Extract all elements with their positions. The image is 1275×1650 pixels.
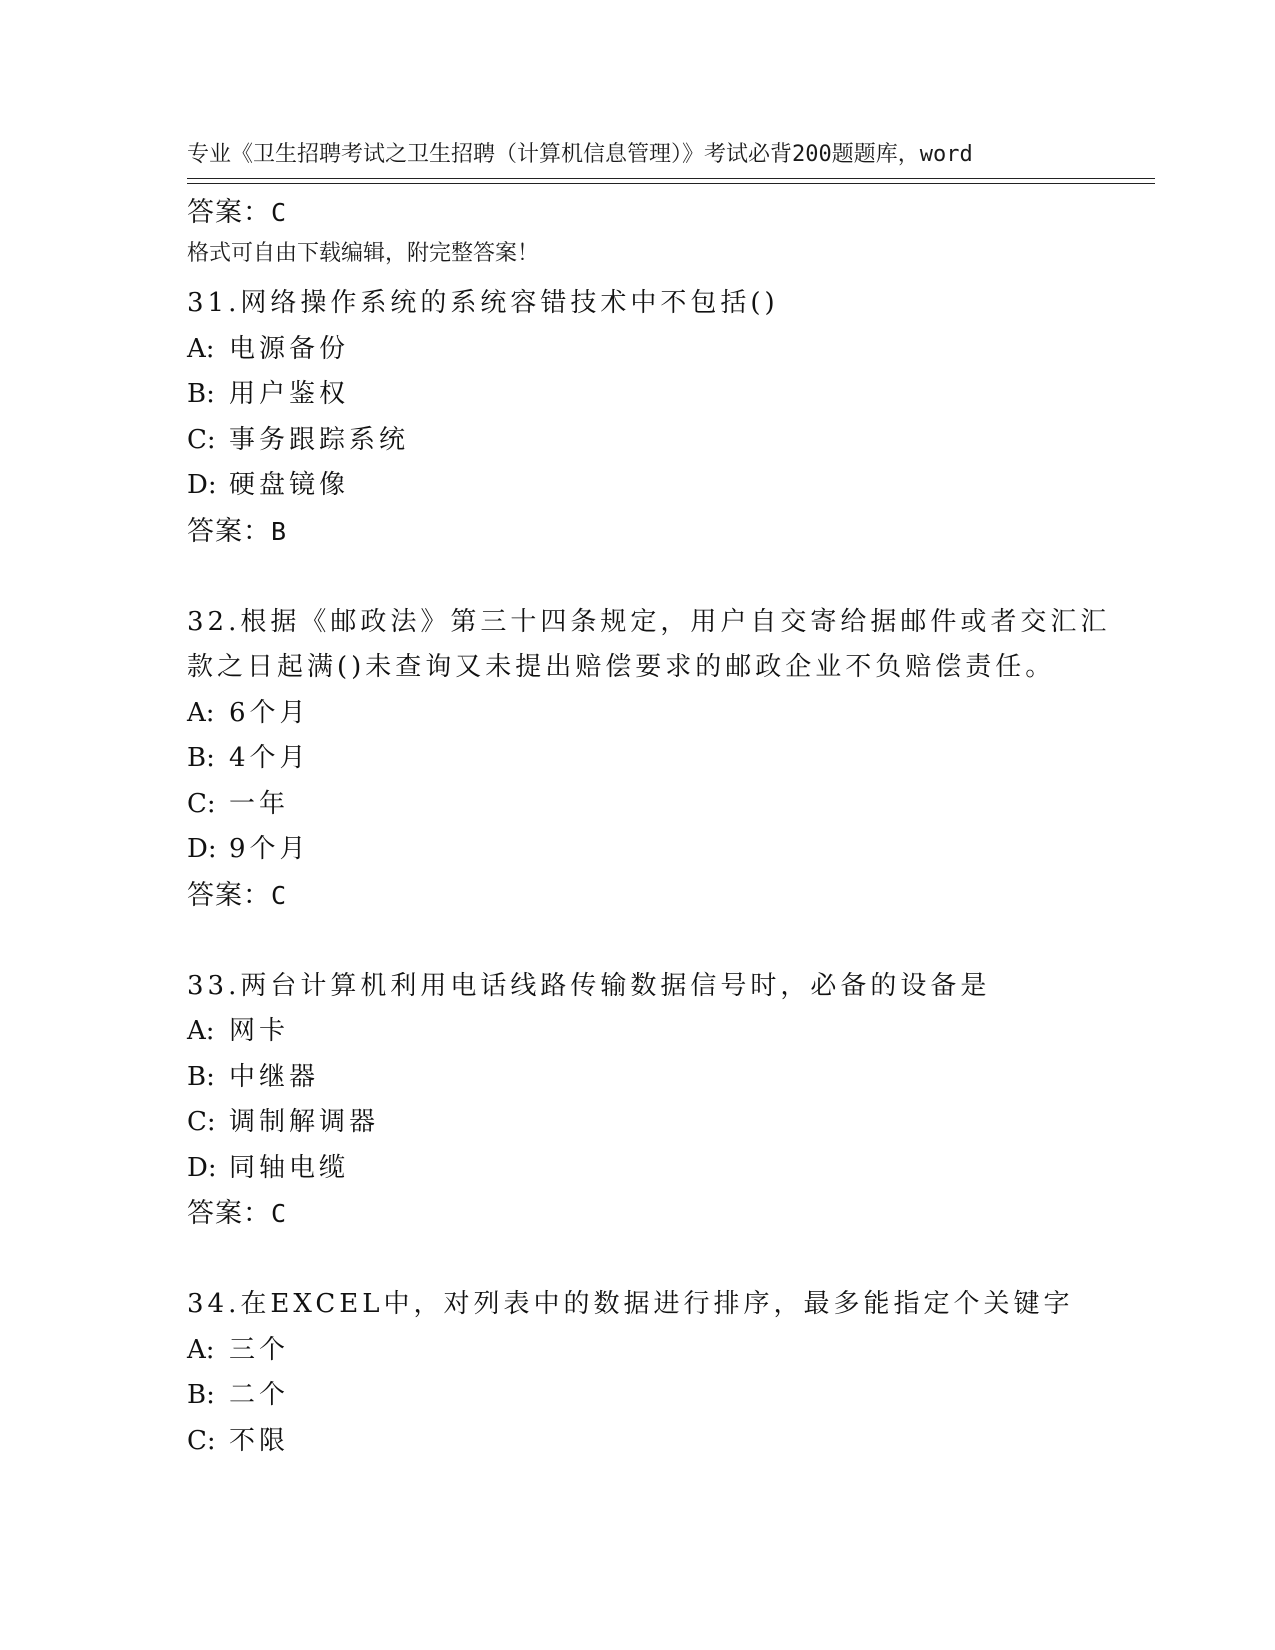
- spacer: [187, 554, 1117, 600]
- option-letter: B:: [187, 1061, 215, 1092]
- option-text: 网卡: [229, 1016, 290, 1046]
- header-divider-bottom: [187, 183, 1155, 184]
- option-text: 硬盘镜像: [229, 470, 350, 500]
- option-a: [187, 1328, 1117, 1374]
- question-34: [187, 1282, 1117, 1464]
- option-text: 调制解调器: [229, 1107, 380, 1137]
- spacer: [187, 235, 1117, 281]
- question-line: 31.网络操作系统的系统容错技术中不包括(): [187, 288, 779, 318]
- spacer: [187, 1236, 1117, 1282]
- question-line: 34.在EXCEL中，对列表中的数据进行排序，最多能指定个关键字: [187, 1289, 1074, 1319]
- option-d: [187, 827, 1117, 873]
- option-letter: D:: [187, 834, 217, 864]
- question-line: 33.两台计算机利用电话线路传输数据信号时，必备的设备是: [187, 970, 991, 1001]
- option-letter: C:: [187, 424, 216, 455]
- header-divider-top: [187, 178, 1155, 179]
- answer-line: [187, 873, 1117, 918]
- spacer: [187, 918, 1117, 964]
- answer-line: [187, 190, 1117, 235]
- option-c: [187, 418, 1117, 464]
- option-c: [187, 1100, 1117, 1146]
- option-letter: A:: [187, 1016, 215, 1046]
- option-text: 不限: [229, 1425, 290, 1456]
- option-b: [187, 736, 1117, 782]
- option-letter: B:: [187, 379, 215, 409]
- answer-label: 答案：: [187, 515, 271, 547]
- option-text: 6个月: [229, 697, 310, 728]
- answer-line: [187, 1191, 1117, 1236]
- option-letter: D:: [187, 470, 217, 500]
- option-letter: A:: [187, 697, 215, 728]
- option-a: [187, 691, 1117, 737]
- option-d: [187, 463, 1117, 509]
- answer-value: C: [271, 198, 288, 227]
- answer-label: 答案：: [187, 197, 271, 228]
- option-c: [187, 1419, 1117, 1465]
- option-letter: C:: [187, 788, 216, 819]
- question-text: [187, 600, 1117, 691]
- option-text: 用户鉴权: [229, 379, 350, 409]
- option-text: 一年: [229, 788, 290, 819]
- option-b: [187, 1373, 1117, 1419]
- option-letter: D:: [187, 1152, 217, 1183]
- option-text: 同轴电缆: [229, 1152, 350, 1183]
- answer-line: [187, 509, 1117, 554]
- answer-value: C: [271, 1199, 288, 1228]
- option-text: 中继器: [229, 1061, 320, 1092]
- question-line: 32.根据《邮政法》第三十四条规定，用户自交寄给据邮件或者交汇汇: [187, 606, 1111, 637]
- option-letter: C:: [187, 1107, 216, 1137]
- question-list: [187, 190, 1117, 1464]
- option-text: 9个月: [229, 834, 310, 864]
- option-a: [187, 1009, 1117, 1055]
- question-32: [187, 600, 1117, 918]
- option-d: [187, 1146, 1117, 1192]
- option-letter: A:: [187, 1334, 215, 1365]
- option-text: 4个月: [229, 743, 310, 773]
- option-text: 电源备份: [229, 333, 350, 364]
- option-text: 三个: [229, 1334, 290, 1365]
- option-letter: A:: [187, 333, 215, 364]
- option-text: 事务跟踪系统: [229, 424, 410, 455]
- question-text: [187, 964, 1117, 1010]
- option-b: [187, 372, 1117, 418]
- question-33: [187, 964, 1117, 1237]
- option-c: [187, 782, 1117, 828]
- answer-value: C: [271, 880, 288, 910]
- option-letter: B:: [187, 1380, 215, 1410]
- question-31: [187, 281, 1117, 554]
- question-text: [187, 1282, 1117, 1328]
- option-letter: C:: [187, 1425, 216, 1456]
- answer-label: 答案：: [187, 879, 271, 911]
- option-letter: B:: [187, 743, 215, 773]
- answer-label: 答案：: [187, 1198, 271, 1229]
- question-line: 款之日起满()未查询又未提出赔偿要求的邮政企业不负赔偿责任。: [187, 652, 1056, 682]
- option-a: [187, 327, 1117, 373]
- question-text: [187, 281, 1117, 327]
- header-line-1: 专业《卫生招聘考试之卫生招聘（计算机信息管理）》考试必背200题题库，word: [187, 142, 973, 167]
- option-text: 二个: [229, 1380, 290, 1410]
- header-line-2: 格式可自由下载编辑，附完整答案！: [187, 241, 540, 266]
- answer-value: B: [271, 516, 288, 546]
- option-b: [187, 1055, 1117, 1101]
